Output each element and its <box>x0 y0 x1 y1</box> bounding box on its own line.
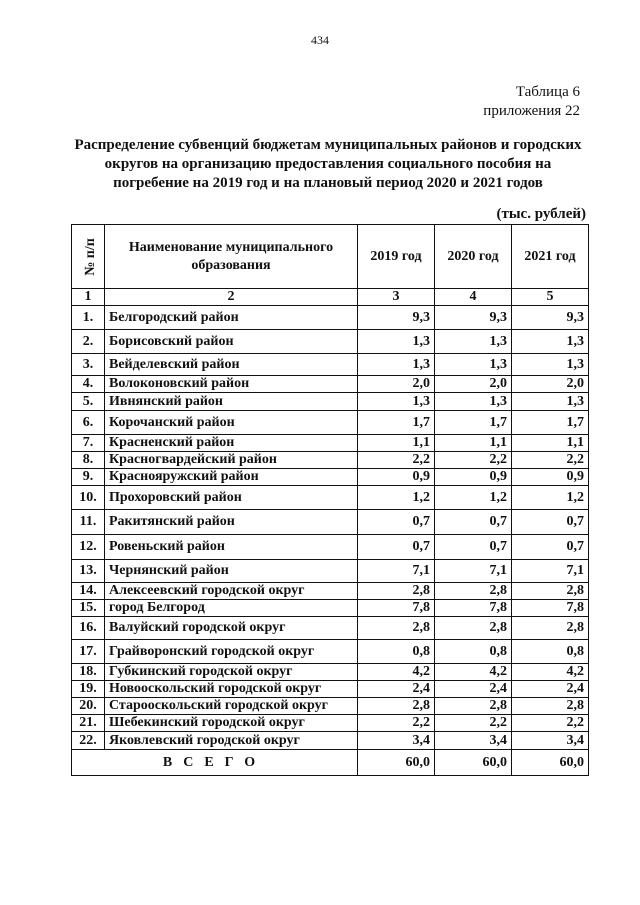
row-number: 21. <box>72 715 105 732</box>
value-2020: 3,4 <box>435 732 512 750</box>
value-2019: 0,8 <box>358 640 435 664</box>
row-number: 4. <box>72 376 105 393</box>
value-2021: 1,2 <box>512 486 589 510</box>
value-2021: 0,7 <box>512 510 589 535</box>
value-2020: 1,1 <box>435 435 512 452</box>
table-row <box>72 411 589 435</box>
municipality-name: Белгородский район <box>105 306 358 330</box>
table-row <box>72 640 589 664</box>
municipality-name: Шебекинский городской округ <box>105 715 358 732</box>
value-2019: 9,3 <box>358 306 435 330</box>
value-2021: 1,1 <box>512 435 589 452</box>
value-2020: 0,7 <box>435 535 512 560</box>
municipality-name: Вейделевский район <box>105 354 358 376</box>
value-2020: 7,8 <box>435 600 512 617</box>
value-2020: 1,3 <box>435 354 512 376</box>
value-2019: 2,8 <box>358 617 435 640</box>
value-2020: 1,2 <box>435 486 512 510</box>
row-number: 1. <box>72 306 105 330</box>
header-2019: 2019 год <box>358 225 435 289</box>
value-2021: 2,4 <box>512 681 589 698</box>
value-2020: 2,0 <box>435 376 512 393</box>
header-2021: 2021 год <box>512 225 589 289</box>
value-2019: 1,7 <box>358 411 435 435</box>
value-2021: 2,8 <box>512 583 589 600</box>
municipality-name: Яковлевский городской округ <box>105 732 358 750</box>
table-row <box>72 469 589 486</box>
value-2020: 1,3 <box>435 393 512 411</box>
caption-appendix: приложения 22 <box>483 103 580 119</box>
table-row <box>72 664 589 681</box>
subvention-table <box>71 224 589 776</box>
value-2021: 2,2 <box>512 715 589 732</box>
municipality-name: Грайворонский городской округ <box>105 640 358 664</box>
title-line-1: Распределение субвенций бюджетам муниципальных районов и городских <box>74 137 582 153</box>
row-number: 12. <box>72 535 105 560</box>
value-2021: 0,9 <box>512 469 589 486</box>
value-2021: 1,3 <box>512 354 589 376</box>
total-2020: 60,0 <box>435 750 512 776</box>
municipality-name: Прохоровский район <box>105 486 358 510</box>
header-row <box>72 225 589 289</box>
value-2020: 1,7 <box>435 411 512 435</box>
value-2020: 2,4 <box>435 681 512 698</box>
value-2020: 2,2 <box>435 715 512 732</box>
value-2021: 9,3 <box>512 306 589 330</box>
row-number: 16. <box>72 617 105 640</box>
municipality-name: Ивнянский район <box>105 393 358 411</box>
row-number: 20. <box>72 698 105 715</box>
value-2020: 0,7 <box>435 510 512 535</box>
title-line-2: округов на организацию предоставления социального пособия на <box>104 156 552 172</box>
value-2019: 0,7 <box>358 535 435 560</box>
value-2019: 7,8 <box>358 600 435 617</box>
value-2019: 1,3 <box>358 393 435 411</box>
row-number: 11. <box>72 510 105 535</box>
table-row <box>72 510 589 535</box>
municipality-name: город Белгород <box>105 600 358 617</box>
table-row <box>72 330 589 354</box>
row-number: 6. <box>72 411 105 435</box>
column-number: 3 <box>358 289 435 306</box>
table-row <box>72 486 589 510</box>
value-2020: 2,8 <box>435 617 512 640</box>
municipality-name: Валуйский городской округ <box>105 617 358 640</box>
total-row <box>72 750 589 776</box>
value-2021: 4,2 <box>512 664 589 681</box>
row-number: 5. <box>72 393 105 411</box>
document-title <box>60 136 596 193</box>
row-number: 8. <box>72 452 105 469</box>
table-row <box>72 715 589 732</box>
value-2021: 2,8 <box>512 698 589 715</box>
value-2019: 0,7 <box>358 510 435 535</box>
table-row <box>72 583 589 600</box>
value-2021: 1,7 <box>512 411 589 435</box>
value-2020: 2,2 <box>435 452 512 469</box>
value-2021: 1,3 <box>512 330 589 354</box>
municipality-name: Борисовский район <box>105 330 358 354</box>
value-2021: 2,8 <box>512 617 589 640</box>
value-2020: 0,9 <box>435 469 512 486</box>
value-2021: 2,0 <box>512 376 589 393</box>
value-2020: 4,2 <box>435 664 512 681</box>
value-2020: 7,1 <box>435 560 512 583</box>
value-2019: 1,1 <box>358 435 435 452</box>
row-number: 17. <box>72 640 105 664</box>
municipality-name: Волоконовский район <box>105 376 358 393</box>
municipality-name: Чернянский район <box>105 560 358 583</box>
value-2021: 7,8 <box>512 600 589 617</box>
value-2020: 1,3 <box>435 330 512 354</box>
row-number: 10. <box>72 486 105 510</box>
municipality-name: Краснояружский район <box>105 469 358 486</box>
municipality-name: Красненский район <box>105 435 358 452</box>
value-2020: 2,8 <box>435 583 512 600</box>
row-number: 14. <box>72 583 105 600</box>
caption-table-number: Таблица 6 <box>515 84 580 100</box>
value-2019: 3,4 <box>358 732 435 750</box>
value-2019: 4,2 <box>358 664 435 681</box>
value-2019: 2,2 <box>358 715 435 732</box>
value-2021: 1,3 <box>512 393 589 411</box>
row-number: 13. <box>72 560 105 583</box>
row-number: 18. <box>72 664 105 681</box>
table-row <box>72 435 589 452</box>
column-number: 2 <box>105 289 358 306</box>
table-row <box>72 306 589 330</box>
value-2021: 0,7 <box>512 535 589 560</box>
value-2021: 2,2 <box>512 452 589 469</box>
table-row <box>72 376 589 393</box>
value-2019: 0,9 <box>358 469 435 486</box>
value-2019: 7,1 <box>358 560 435 583</box>
table-row <box>72 354 589 376</box>
value-2019: 2,0 <box>358 376 435 393</box>
table-row <box>72 698 589 715</box>
municipality-name: Корочанский район <box>105 411 358 435</box>
value-2020: 0,8 <box>435 640 512 664</box>
municipality-name: Алексеевский городской округ <box>105 583 358 600</box>
row-number: 22. <box>72 732 105 750</box>
municipality-name: Ракитянский район <box>105 510 358 535</box>
row-number: 7. <box>72 435 105 452</box>
municipality-name: Губкинский городской округ <box>105 664 358 681</box>
total-label: ВСЕГО <box>72 750 358 776</box>
municipality-name: Красногвардейский район <box>105 452 358 469</box>
value-2019: 2,4 <box>358 681 435 698</box>
table-row <box>72 393 589 411</box>
table-row <box>72 452 589 469</box>
title-line-3: погребение на 2019 год и на плановый период 2020 и 2021 годов <box>113 175 543 191</box>
header-2020: 2020 год <box>435 225 512 289</box>
column-number: 4 <box>435 289 512 306</box>
column-number-row <box>72 289 589 306</box>
total-2019: 60,0 <box>358 750 435 776</box>
page-number: 434 <box>311 33 329 47</box>
value-2021: 7,1 <box>512 560 589 583</box>
row-number: 9. <box>72 469 105 486</box>
value-2019: 2,8 <box>358 583 435 600</box>
value-2020: 2,8 <box>435 698 512 715</box>
table-row <box>72 617 589 640</box>
row-number: 3. <box>72 354 105 376</box>
header-name: Наименование муниципального образования <box>105 225 358 289</box>
row-number: 19. <box>72 681 105 698</box>
municipality-name: Новооскольский городской округ <box>105 681 358 698</box>
value-2019: 1,3 <box>358 330 435 354</box>
value-2021: 0,8 <box>512 640 589 664</box>
table-row <box>72 600 589 617</box>
table-row <box>72 535 589 560</box>
table-row <box>72 560 589 583</box>
value-2019: 2,8 <box>358 698 435 715</box>
table-row <box>72 681 589 698</box>
value-2019: 1,2 <box>358 486 435 510</box>
municipality-name: Старооскольский городской округ <box>105 698 358 715</box>
row-number: 15. <box>72 600 105 617</box>
column-number: 1 <box>72 289 105 306</box>
row-number: 2. <box>72 330 105 354</box>
units-label: (тыс. рублей) <box>496 206 586 222</box>
municipality-name: Ровеньский район <box>105 535 358 560</box>
value-2020: 9,3 <box>435 306 512 330</box>
table-caption <box>483 83 580 121</box>
total-2021: 60,0 <box>512 750 589 776</box>
column-number: 5 <box>512 289 589 306</box>
value-2021: 3,4 <box>512 732 589 750</box>
value-2019: 2,2 <box>358 452 435 469</box>
header-num: № п/п <box>72 225 105 289</box>
table-row <box>72 732 589 750</box>
value-2019: 1,3 <box>358 354 435 376</box>
